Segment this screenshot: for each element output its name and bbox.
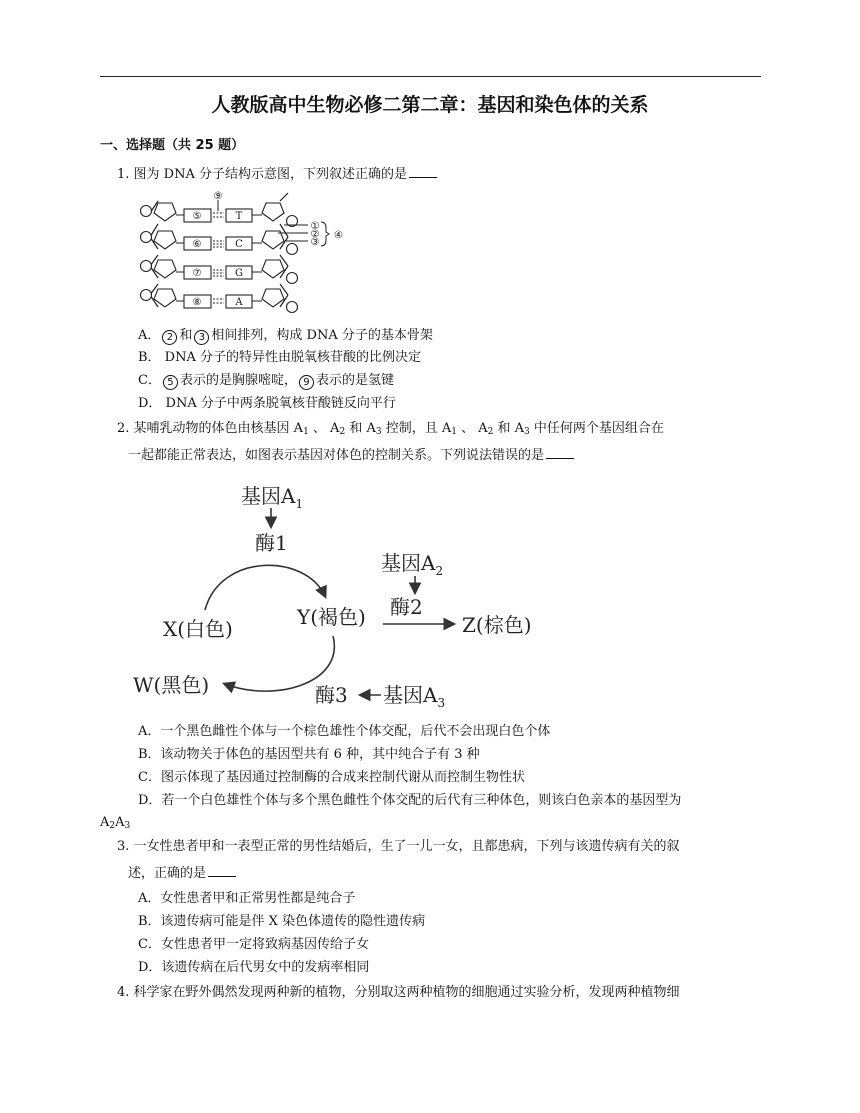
label-3: ③ xyxy=(310,237,320,248)
q2-option-d: D．若一个白色雄性个体与多个黑色雌性个体交配的后代有三种体色，则该白色亲本的基因型为 xyxy=(138,793,682,808)
answer-blank xyxy=(409,165,437,178)
label-5: ⑤ xyxy=(192,211,202,222)
base-t: T xyxy=(235,211,243,222)
question-1-stem: 1. 图为 DNA 分子结构示意图，下列叙述正确的是 xyxy=(117,165,437,184)
label-6: ⑥ xyxy=(192,239,202,250)
y-brown-label: Y(褐色) xyxy=(297,605,366,629)
q1-option-b: B． DNA 分子的特异性由脱氧核苷酸的比例决定 xyxy=(138,350,422,365)
answer-blank xyxy=(208,864,236,877)
header-rule xyxy=(100,76,761,77)
label-9: ⑨ xyxy=(213,191,223,202)
x-white-label: X(白色) xyxy=(163,617,233,641)
question-2-stem-line2: 一起都能正常表达，如图表示基因对体色的控制关系。下列说法错误的是 xyxy=(128,446,574,465)
gene-control-diagram xyxy=(125,478,545,714)
q2-option-d-genotype: $A_2A_3$ xyxy=(100,815,131,831)
question-3-stem-line2: 述，正确的是 xyxy=(128,864,236,883)
base-c: C xyxy=(235,239,243,250)
dna-structure-figure xyxy=(138,191,343,317)
q2-option-b: B．该动物关于体色的基因型共有 6 种，其中纯合子有 3 种 xyxy=(138,747,480,762)
enzyme-2-label: 酶2 xyxy=(390,595,423,619)
label-1: ① xyxy=(310,221,320,232)
question-4-stem-line1: 4. 科学家在野外偶然发现两种新的植物，分别取这两种植物的细胞通过实验分析，发现两种植物细 xyxy=(117,985,680,1000)
w-black-label: W(黑色) xyxy=(133,673,210,697)
answer-blank xyxy=(546,446,574,459)
base-a: A xyxy=(235,297,243,308)
enzyme-1-label: 酶1 xyxy=(255,531,288,555)
label-2: ② xyxy=(310,229,320,240)
q1-option-a: A． 2 和 3 相间排列，构成 DNA 分子的基本骨架 xyxy=(138,328,433,343)
enzyme-3-label: 酶3 xyxy=(315,683,348,707)
q3-option-c: C．女性患者甲一定将致病基因传给子女 xyxy=(138,937,369,952)
gene-a1-label: 基因$A_1$ xyxy=(241,484,304,511)
page-title: 人教版高中生物必修二第二章：基因和染色体的关系 xyxy=(211,94,649,116)
question-2-stem-line1: 2. 某哺乳动物的体色由核基因 $A_1$ 、 $A_2$ 和 $A_3$ 控制，且 $A_1$ 、 $A_2$ 和 $A_3$ 中任何两个基因组合在 xyxy=(117,421,664,437)
q3-option-b: B．该遗传病可能是伴 X 染色体遗传的隐性遗传病 xyxy=(138,914,426,929)
base-g: G xyxy=(235,268,243,279)
label-8: ⑧ xyxy=(192,297,202,308)
label-4: ④ xyxy=(334,230,343,241)
gene-a3-label: 基因$A_3$ xyxy=(383,683,446,710)
q1-option-d: D． DNA 分子中两条脱氧核苷酸链反向平行 xyxy=(138,396,396,411)
q3-option-d: D．该遗传病在后代男女中的发病率相同 xyxy=(138,960,370,975)
z-tan-label: Z(棕色) xyxy=(462,613,532,637)
label-7: ⑦ xyxy=(192,268,202,279)
q3-option-a: A．女性患者甲和正常男性都是纯合子 xyxy=(138,891,356,906)
gene-a2-label: 基因$A_2$ xyxy=(381,551,444,578)
q1-option-c: C． 5 表示的是胸腺嘧啶， 9 表示的是氢键 xyxy=(138,373,394,388)
q2-option-c: C．图示体现了基因通过控制酶的合成来控制代谢从而控制生物性状 xyxy=(138,770,525,785)
section-heading: 一、选择题（共 25 题） xyxy=(100,138,245,153)
question-3-stem-line1: 3. 一女性患者甲和一表型正常的男性结婚后，生了一儿一女，且都患病，下列与该遗传病有关的叙 xyxy=(117,839,680,854)
q2-option-a: A．一个黑色雌性个体与一个棕色雄性个体交配，后代不会出现白色个体 xyxy=(138,724,551,739)
